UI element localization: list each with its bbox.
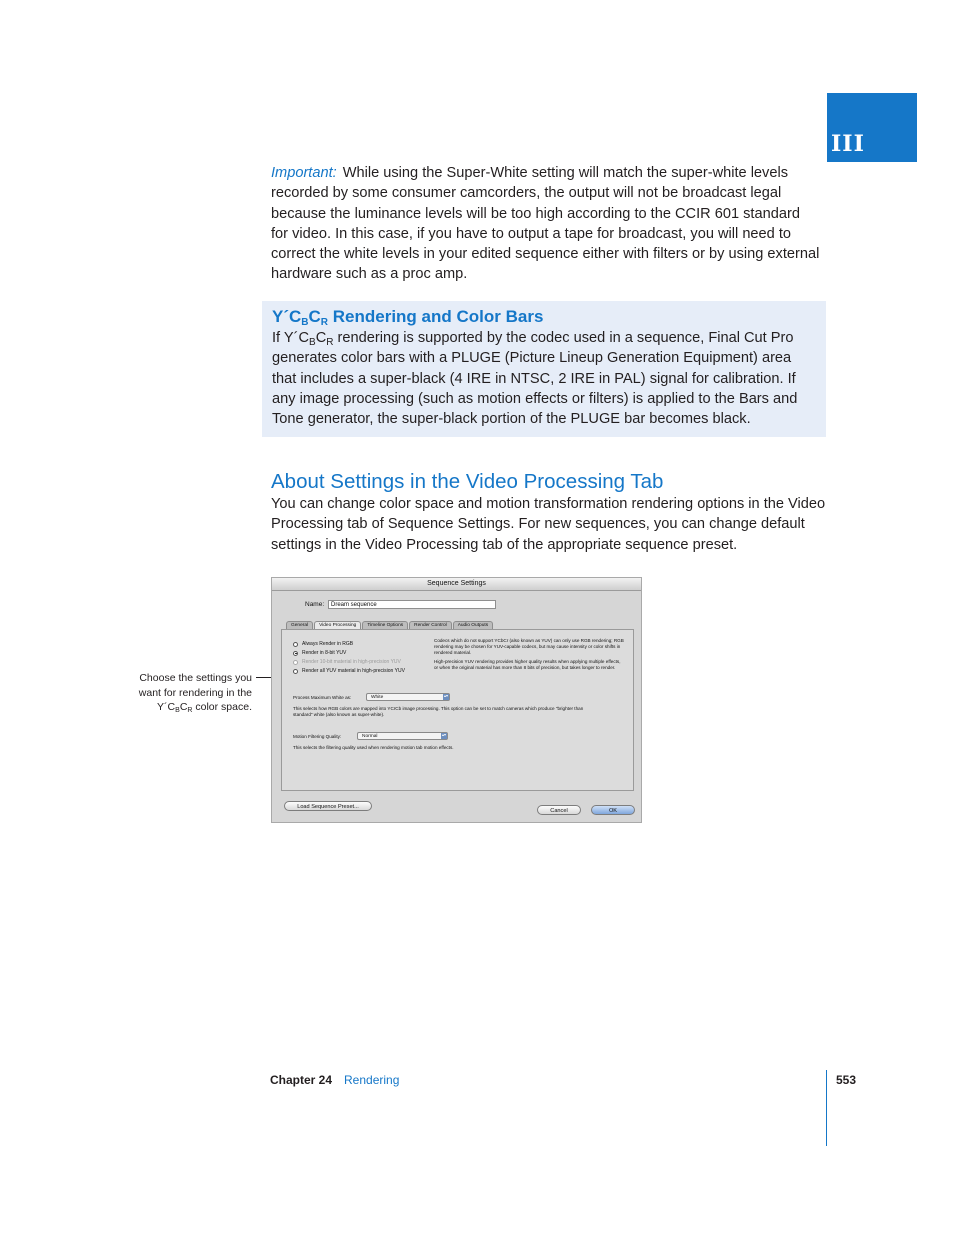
option-always-render-rgb[interactable]: Always Render in RGB xyxy=(293,641,353,647)
color-help-text: Codecs which do not support YCbCr (also known as YUV) can only use RGB rendering; RGB rendering may be chosen for YUV-capable codecs, but may cause intensity or color shifts in rendered material. xyxy=(434,638,624,655)
section-heading: About Settings in the Video Processing Tab xyxy=(271,470,664,493)
footer-divider xyxy=(826,1070,827,1146)
footer-chapter: Chapter 24 xyxy=(270,1073,333,1087)
motion-filter-help: This selects the filtering quality used when rendering motion tab motion effects. xyxy=(293,745,454,750)
option-render-10bit-yuv: Render 10-bit material in high-precision YUV xyxy=(293,659,401,665)
cancel-button[interactable]: Cancel xyxy=(537,805,581,815)
radio-icon xyxy=(293,642,298,647)
precision-help-text: High-precision YUV rendering provides higher quality results when applying multiple effects, or when the original material has more than 8 bits of precision, but takes longer to render. xyxy=(434,659,621,670)
max-white-label: Process Maximum White as: xyxy=(293,695,352,700)
radio-icon xyxy=(293,669,298,674)
radio-selected-icon xyxy=(293,651,298,656)
tab-video-processing[interactable]: Video Processing xyxy=(314,621,361,630)
load-preset-button[interactable]: Load Sequence Preset... xyxy=(284,801,372,811)
note-title: $Y´C_BC_R$ Rendering and Color Bars xyxy=(272,307,544,328)
option-render-all-yuv[interactable]: Render all YUV material in high-precision YUV xyxy=(293,668,405,674)
section-text: You can change color space and motion transformation rendering options in the Video Processing tab of Sequence Settings. For new sequences, you can change default settings in the Video Processing tab of the appropriate sequence preset. xyxy=(271,496,826,553)
popup-arrows-icon: ▴▾ xyxy=(441,732,446,737)
callout-caption: Choose the settings you want for rendering in the $Y´C_BC_R$ color space. xyxy=(138,672,252,714)
name-label: Name: xyxy=(305,601,325,608)
max-white-help: This selects how RGB colors are mapped into YCrCb image processing. This option can be set to match cameras which produce "brighter than standard" white (also known as super-white). xyxy=(293,706,584,717)
important-label: Important: xyxy=(271,165,337,181)
footer-section: Rendering xyxy=(344,1073,400,1087)
max-white-popup[interactable]: White ▴▾ xyxy=(366,693,450,701)
tab-general[interactable]: General xyxy=(286,621,313,630)
name-field[interactable]: Dream sequence xyxy=(328,600,496,609)
chapter-tab-marker: III xyxy=(827,93,917,162)
radio-icon xyxy=(293,660,298,665)
ok-button[interactable]: OK xyxy=(591,805,635,815)
important-note xyxy=(271,163,821,285)
note-box xyxy=(262,301,826,437)
note-text: If $Y´C_BC_R$ rendering is supported by the codec used in a sequence, Final Cut Pro generates color bars with a PLUGE (Picture Lineup Generation Equipment) area that includes a super-black (4 IRE in NTSC, 2 IRE in PAL) signal for calibration. If any image processing (such as motion effects or filters) is applied to the Bars and Tone generator, the super-black portion of the PLUGE bar becomes black. xyxy=(272,330,798,428)
important-text: While using the Super-White setting will match the super-white levels recorded by some consumer camcorders, the output will not be broadcast legal because the luminance levels will be too high according to the CCIR 601 standard for video. In this case, if you have to output a tape for broadcast, you will need to correct the white levels in your edited sequence either with filters or by using external hardware such as a proc amp. xyxy=(271,165,820,283)
tab-timeline-options[interactable]: Timeline Options xyxy=(362,621,408,630)
sequence-settings-window xyxy=(271,577,642,823)
page-number: 553 xyxy=(836,1073,857,1087)
tab-render-control[interactable]: Render Control xyxy=(409,621,452,630)
popup-arrows-icon: ▴▾ xyxy=(443,693,448,698)
option-render-8bit-yuv[interactable]: Render in 8-bit YUV xyxy=(293,650,346,656)
tab-audio-outputs[interactable]: Audio Outputs xyxy=(453,621,493,630)
motion-filter-popup[interactable]: Normal ▴▾ xyxy=(357,732,448,740)
video-processing-pane xyxy=(281,629,634,791)
window-title: Sequence Settings xyxy=(272,578,641,591)
motion-filter-label: Motion Filtering Quality: xyxy=(293,734,342,739)
